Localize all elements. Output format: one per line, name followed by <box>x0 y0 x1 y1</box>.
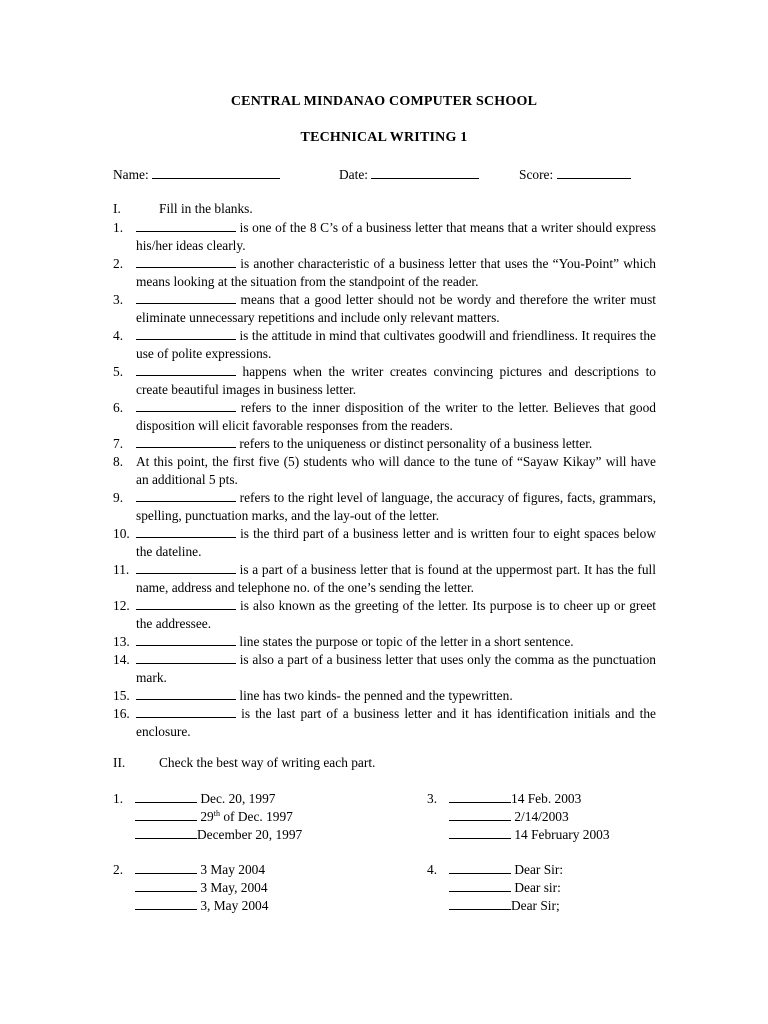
section-1-instruction: Fill in the blanks. <box>159 201 253 216</box>
list-item <box>113 597 656 633</box>
option-blank <box>135 879 197 892</box>
name-blank <box>152 166 280 179</box>
list-item <box>113 219 656 255</box>
item-text: At this point, the first five (5) students who will dance to the tune of “Sayaw Kikay” will have an additional 5 pts. <box>136 454 656 487</box>
item-number: 13. <box>113 634 130 649</box>
question-number: 3. <box>427 791 438 806</box>
answer-blank <box>136 597 236 610</box>
item-number: 4. <box>113 328 124 343</box>
question-number: 4. <box>427 862 438 877</box>
score-field <box>519 166 631 183</box>
item-text: happens when the writer creates convincing pictures and descriptions to create beautiful images in business letter. <box>136 364 656 397</box>
option-b <box>449 808 569 826</box>
option-text: 2/14/2003 <box>511 809 569 824</box>
item-text: refers to the uniqueness or distinct personality of a business letter. <box>236 436 593 451</box>
option-b <box>135 808 293 826</box>
name-label: Name: <box>113 167 149 182</box>
option-text: of Dec. 1997 <box>219 809 293 824</box>
section-2-instruction: Check the best way of writing each part. <box>159 755 376 770</box>
item-text: means that a good letter should not be wordy and therefore the writer must eliminate unnecessary repetitions and include only relevant matters. <box>136 292 656 325</box>
item-text: is another characteristic of a business letter that uses the “You-Point” which means looking at the situation from the standpoint of the reader. <box>136 256 656 289</box>
option-blank <box>449 897 511 910</box>
list-item <box>113 561 656 597</box>
date-field <box>339 166 479 183</box>
answer-blank <box>136 525 236 538</box>
option-b <box>449 879 561 897</box>
list-item <box>113 327 656 363</box>
score-blank <box>557 166 631 179</box>
ordinal-suffix: th <box>213 809 220 818</box>
list-item <box>113 489 656 525</box>
question-2 <box>113 861 413 921</box>
option-c <box>449 897 560 915</box>
section-2-numeral: II. <box>113 755 126 770</box>
item-text: is the third part of a business letter and is written four to eight spaces below the dateline. <box>136 526 656 559</box>
option-blank <box>449 790 511 803</box>
item-number: 7. <box>113 436 124 451</box>
question-3 <box>427 790 727 850</box>
name-field <box>113 166 280 183</box>
answer-blank <box>136 633 236 646</box>
fill-in-items-list <box>113 219 656 741</box>
option-text: 29 <box>197 809 214 824</box>
option-blank <box>449 879 511 892</box>
option-text: Dec. 20, 1997 <box>197 791 276 806</box>
option-a <box>135 861 265 879</box>
date-blank <box>371 166 479 179</box>
option-blank <box>135 790 197 803</box>
option-blank <box>449 808 511 821</box>
item-text: refers to the inner disposition of the writer to the letter. Believes that good disposition will elicit favorable responses from the readers. <box>136 400 656 433</box>
question-number: 1. <box>113 791 124 806</box>
list-item <box>113 399 656 435</box>
item-text: is one of the 8 C’s of a business letter that means that a writer should express his/her ideas clearly. <box>136 220 656 253</box>
school-title: CENTRAL MINDANAO COMPUTER SCHOOL <box>230 94 538 109</box>
item-number: 9. <box>113 490 124 505</box>
item-number: 2. <box>113 256 124 271</box>
score-label: Score: <box>519 167 554 182</box>
answer-blank <box>136 489 236 502</box>
answer-blank <box>136 363 236 376</box>
option-a <box>449 790 581 808</box>
option-blank <box>449 861 511 874</box>
item-text: is also a part of a business letter that uses only the comma as the punctuation mark. <box>136 652 656 685</box>
item-number: 3. <box>113 292 124 307</box>
list-item <box>113 633 656 651</box>
option-c <box>135 826 302 844</box>
list-item <box>113 453 656 489</box>
list-item <box>113 525 656 561</box>
item-text: is also known as the greeting of the letter. Its purpose is to cheer up or greet the addressee. <box>136 598 656 631</box>
item-number: 11. <box>113 562 130 577</box>
item-text: line states the purpose or topic of the letter in a short sentence. <box>236 634 574 649</box>
option-blank <box>135 897 197 910</box>
option-text: 14 February 2003 <box>511 827 610 842</box>
answer-blank <box>136 651 236 664</box>
option-c <box>135 897 268 915</box>
date-label: Date: <box>339 167 368 182</box>
item-text: is the attitude in mind that cultivates goodwill and friendliness. It requires the use of polite expressions. <box>136 328 656 361</box>
answer-blank <box>136 705 236 718</box>
option-text: 14 Feb. 2003 <box>511 791 582 806</box>
answer-blank <box>136 255 236 268</box>
answer-blank <box>136 327 236 340</box>
item-number: 6. <box>113 400 124 415</box>
item-number: 12. <box>113 598 130 613</box>
item-text: line has two kinds- the penned and the typewritten. <box>236 688 513 703</box>
option-b <box>135 879 268 897</box>
list-item <box>113 705 656 741</box>
option-text: 3 May 2004 <box>197 862 266 877</box>
list-item <box>113 687 656 705</box>
answer-blank <box>136 435 236 448</box>
question-number: 2. <box>113 862 124 877</box>
item-text: is the last part of a business letter and it has identification initials and the enclosure. <box>136 706 656 739</box>
answer-blank <box>136 219 236 232</box>
item-number: 10. <box>113 526 130 541</box>
item-number: 5. <box>113 364 124 379</box>
option-text: 3 May, 2004 <box>197 880 268 895</box>
option-a <box>449 861 563 879</box>
option-text: Dear Sir; <box>511 898 560 913</box>
option-blank <box>449 826 511 839</box>
list-item <box>113 435 656 453</box>
option-c <box>449 826 610 844</box>
answer-blank <box>136 687 236 700</box>
option-blank <box>135 808 197 821</box>
list-item <box>113 651 656 687</box>
option-text: Dear Sir: <box>511 862 564 877</box>
question-1 <box>113 790 413 850</box>
answer-blank <box>136 561 236 574</box>
course-title: TECHNICAL WRITING 1 <box>300 130 468 145</box>
question-4 <box>427 861 727 921</box>
item-number: 15. <box>113 688 130 703</box>
option-blank <box>135 826 197 839</box>
option-text: 3, May 2004 <box>197 898 269 913</box>
answer-blank <box>136 291 236 304</box>
option-text: December 20, 1997 <box>197 827 303 842</box>
list-item <box>113 255 656 291</box>
item-number: 8. <box>113 454 124 469</box>
item-number: 14. <box>113 652 130 667</box>
list-item <box>113 291 656 327</box>
list-item <box>113 363 656 399</box>
option-a <box>135 790 275 808</box>
option-text: Dear sir: <box>511 880 561 895</box>
item-text: refers to the right level of language, the accuracy of figures, facts, grammars, spelling, punctuation marks, and the lay-out of the letter. <box>136 490 656 523</box>
item-number: 1. <box>113 220 124 235</box>
item-text: is a part of a business letter that is found at the uppermost part. It has the full name, address and telephone no. of the one’s sending the letter. <box>136 562 656 595</box>
option-blank <box>135 861 197 874</box>
student-info-row <box>113 166 673 184</box>
section-1-numeral: I. <box>113 201 121 216</box>
answer-blank <box>136 399 236 412</box>
item-number: 16. <box>113 706 130 721</box>
